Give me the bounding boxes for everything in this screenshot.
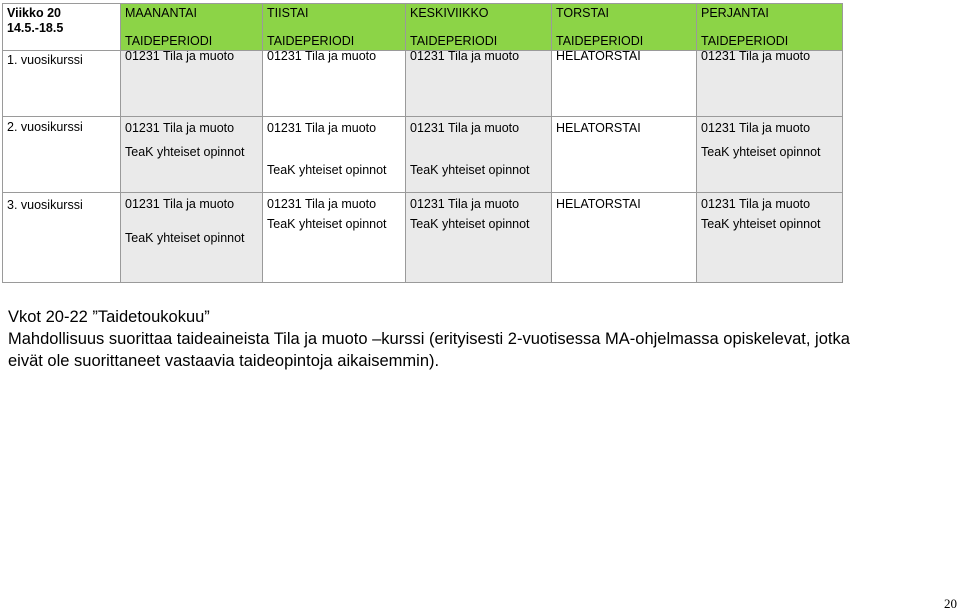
course-name: HELATORSTAI	[556, 197, 641, 211]
notice-text	[8, 306, 958, 372]
day-name: PERJANTAI	[701, 6, 769, 20]
course-name: 01231 Tila ja muoto	[267, 50, 377, 63]
course-name: HELATORSTAI	[556, 121, 641, 135]
schedule-cell	[121, 117, 263, 193]
schedule-cell	[121, 51, 263, 117]
schedule-cell	[697, 117, 843, 193]
shared-studies: TeaK yhteiset opinnot	[410, 163, 530, 177]
course-name: 01231 Tila ja muoto	[701, 121, 811, 135]
schedule-cell	[263, 117, 406, 193]
course-name: 01231 Tila ja muoto	[410, 121, 520, 135]
course-name: 01231 Tila ja muoto	[701, 197, 811, 211]
shared-studies: TeaK yhteiset opinnot	[701, 217, 821, 231]
year-row-2	[3, 117, 843, 193]
day-period: TAIDEPERIODI	[125, 34, 213, 48]
week-label: Viikko 20	[7, 6, 61, 20]
schedule-cell	[552, 117, 697, 193]
course-name: 01231 Tila ja muoto	[267, 197, 377, 211]
course-name: 01231 Tila ja muoto	[125, 197, 235, 211]
row-label: 3. vuosikurssi	[3, 193, 121, 283]
schedule-cell	[552, 51, 697, 117]
day-header-friday	[697, 4, 843, 51]
day-name: KESKIVIIKKO	[410, 6, 489, 20]
schedule-cell	[121, 193, 263, 283]
course-name: 01231 Tila ja muoto	[125, 121, 235, 135]
course-name: 01231 Tila ja muoto	[267, 121, 377, 135]
day-header-tuesday	[263, 4, 406, 51]
shared-studies: TeaK yhteiset opinnot	[125, 145, 245, 159]
course-name: HELATORSTAI	[556, 50, 641, 63]
schedule-cell	[406, 193, 552, 283]
day-name: TIISTAI	[267, 6, 309, 20]
day-period: TAIDEPERIODI	[701, 34, 789, 48]
day-header-monday	[121, 4, 263, 51]
day-header-row	[3, 4, 843, 51]
shared-studies: TeaK yhteiset opinnot	[267, 217, 387, 231]
course-name: 01231 Tila ja muoto	[701, 50, 811, 63]
course-name: 01231 Tila ja muoto	[410, 197, 520, 211]
shared-studies: TeaK yhteiset opinnot	[410, 217, 530, 231]
schedule-cell	[697, 193, 843, 283]
year-row-3	[3, 193, 843, 283]
shared-studies: TeaK yhteiset opinnot	[267, 163, 387, 177]
day-name: MAANANTAI	[125, 6, 197, 20]
schedule-cell	[552, 193, 697, 283]
week-dates: 14.5.-18.5	[7, 21, 64, 35]
row-label: 2. vuosikurssi	[3, 117, 121, 193]
day-header-thursday	[552, 4, 697, 51]
shared-studies: TeaK yhteiset opinnot	[701, 145, 821, 159]
day-header-wednesday	[406, 4, 552, 51]
day-period: TAIDEPERIODI	[556, 34, 644, 48]
notice-heading: Vkot 20-22 ”Taidetoukokuu”	[8, 308, 210, 326]
notice-line-2: eivät ole suorittaneet vastaavia taideopintoja aikaisemmin).	[8, 352, 440, 370]
schedule-cell	[406, 51, 552, 117]
course-name: 01231 Tila ja muoto	[410, 50, 520, 63]
day-period: TAIDEPERIODI	[267, 34, 355, 48]
day-name: TORSTAI	[556, 6, 610, 20]
schedule-cell	[406, 117, 552, 193]
row-label: 1. vuosikurssi	[3, 51, 121, 117]
year-row-1	[3, 51, 843, 117]
schedule-cell	[263, 51, 406, 117]
course-name: 01231 Tila ja muoto	[125, 50, 235, 63]
schedule-cell	[697, 51, 843, 117]
schedule-cell	[263, 193, 406, 283]
day-period: TAIDEPERIODI	[410, 34, 498, 48]
page-number: 20	[944, 596, 957, 611]
shared-studies: TeaK yhteiset opinnot	[125, 231, 245, 245]
week-cell	[3, 4, 121, 51]
schedule-table	[2, 3, 843, 283]
notice-line-1: Mahdollisuus suorittaa taideaineista Tila ja muoto –kurssi (erityisesti 2-vuotisessa MA-ohjelmassa opiskelevat, jotka	[8, 330, 850, 348]
